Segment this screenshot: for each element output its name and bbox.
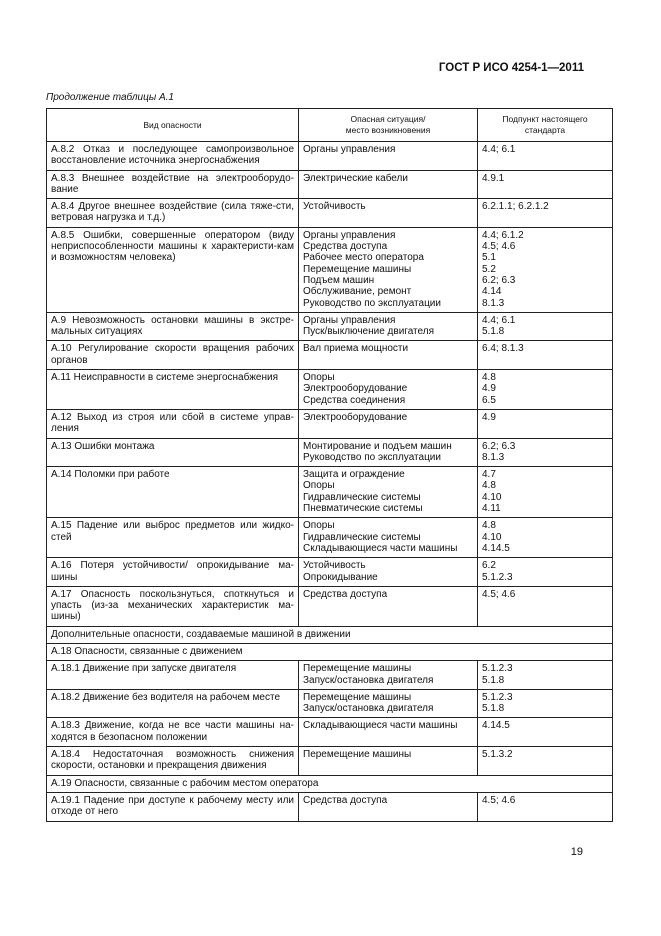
hazard-cell: А.18.1 Движение при запуске двигателя [47,661,299,690]
column-header-situation: Опасная ситуация/ место возникновения [299,109,478,142]
hazard-cell: А.9 Невозможность остановки машины в экстре-мальных ситуациях [47,312,299,341]
table-body [47,142,613,822]
situation-line: Рабочее место оператора [303,252,424,264]
hazard-cell: А.10 Регулирование скорости вращения рабочих органов [47,341,299,370]
situation-line: Электрооборудование [303,383,408,395]
hazard-cell: А.8.5 Ошибки, совершенные оператором (виду неприспособленности машины к характеристи-кам и возможностям человека) [47,227,299,312]
clause-line: 4.9 [482,411,496,423]
clause-line: 6.4; 8.1.3 [482,343,524,355]
clause-line: 4.4; 6.1.2 [482,229,524,241]
section-heading: А.19 Опасности, связанные с рабочим местом оператора [47,775,613,792]
clause-line: 4.5; 4.6 [482,588,516,600]
section-row [47,626,613,643]
clause-line: 4.5; 4.6 [482,794,516,806]
situation-line: Средства доступа [303,588,388,600]
table-row [47,312,613,341]
clause-cell [478,586,613,626]
standard-designation: ГОСТ Р ИСО 4254-1—2011 [438,62,584,74]
hazard-cell: А.18.3 Движение, когда не все части машины на-ходятся в безопасном положении [47,718,299,747]
clause-cell [478,199,613,228]
situation-line: Складывающиеся части машины [303,542,458,554]
situation-cell [299,409,478,438]
table-row [47,518,613,558]
clause-line: 8.1.3 [482,297,505,309]
table-row [47,370,613,410]
clause-line: 6.2.1.1; 6.2.1.2 [482,201,549,213]
situation-line: Органы управления [303,314,396,326]
clause-line: 4.14 [482,286,502,298]
table-row [47,227,613,312]
clause-line: 5.2 [482,263,496,275]
situation-cell [299,370,478,410]
clause-line: 4.14.5 [482,720,510,732]
situation-line: Перемещение машины [303,263,412,275]
hazard-cell: А.19.1 Падение при доступе к рабочему месту или отходе от него [47,792,299,821]
page-number: 19 [570,846,583,858]
situation-line: Руководство по эксплуатации [303,451,441,463]
clause-cell [478,409,613,438]
situation-line: Защита и ограждение [303,469,405,481]
situation-cell [299,747,478,776]
situation-line: Опоры [303,372,335,384]
situation-line: Пневматические системы [303,503,423,515]
clause-line: 4.14.5 [482,542,510,554]
clause-line: 8.1.3 [482,451,505,463]
situation-line: Пуск/выключение двигателя [303,326,435,338]
clause-line: 4.8 [482,480,496,492]
situation-line: Гидравлические системы [303,491,421,503]
clause-line: 5.1.2.3 [482,691,513,703]
hazard-cell: А.18.4 Недостаточная возможность снижения скорости, остановки и прекращения движения [47,747,299,776]
hazard-cell: А.8.3 Внешнее воздействие на электрооборудо-вание [47,170,299,199]
clause-cell [478,467,613,518]
hazard-cell: А.18.2 Движение без водителя на рабочем месте [47,689,299,718]
situation-line: Устойчивость [303,201,366,213]
table-row [47,661,613,690]
situation-line: Опоры [303,480,335,492]
clause-cell [478,227,613,312]
situation-cell [299,467,478,518]
situation-line: Перемещение машины [303,691,412,703]
clause-cell [478,170,613,199]
situation-line: Органы управления [303,229,396,241]
situation-line: Перемещение машины [303,749,412,761]
column-header-hazard: Вид опасности [47,109,299,142]
clause-cell [478,792,613,821]
hazard-cell: А.8.2 Отказ и последующее самопроизвольное восстановление источника энергоснабжения [47,142,299,171]
situation-cell [299,689,478,718]
hazard-cell: А.14 Поломки при работе [47,467,299,518]
clause-line: 4.9 [482,383,496,395]
situation-line: Опоры [303,520,335,532]
clause-line: 5.1.8 [482,703,505,715]
situation-line: Монтирование и подъем машин [303,440,452,452]
clause-line: 4.8 [482,372,496,384]
situation-line: Подъем машин [303,274,375,286]
situation-line: Перемещение машины [303,663,412,675]
table-row [47,467,613,518]
clause-cell [478,142,613,171]
situation-cell [299,518,478,558]
section-heading: А.18 Опасности, связанные с движением [47,643,613,660]
section-heading: Дополнительные опасности, создаваемые машиной в движении [47,626,613,643]
table-row [47,341,613,370]
clause-cell [478,747,613,776]
clause-cell [478,718,613,747]
situation-line: Руководство по эксплуатации [303,297,441,309]
situation-line: Запуск/остановка двигателя [303,703,434,715]
table-header-row [47,109,613,142]
clause-cell [478,438,613,467]
clause-line: 6.2; 6.3 [482,274,516,286]
table-row [47,792,613,821]
situation-line: Средства соединения [303,394,406,406]
clause-line: 6.5 [482,394,496,406]
table-row [47,689,613,718]
situation-line: Вал приема мощности [303,343,409,355]
column-header-clause: Подпункт настоящего стандарта [478,109,613,142]
situation-cell [299,558,478,587]
table-row [47,718,613,747]
situation-line: Электрические кабели [303,172,408,184]
table-caption: Продолжение таблицы А.1 [46,92,174,103]
clause-line: 5.1.8 [482,674,505,686]
clause-line: 4.7 [482,469,496,481]
situation-line: Органы управления [303,144,396,155]
hazard-cell: А.15 Падение или выброс предметов или жидко-стей [47,518,299,558]
clause-cell [478,312,613,341]
hazard-table [46,108,613,822]
table-row [47,199,613,228]
situation-cell [299,661,478,690]
clause-line: 5.1.8 [482,326,505,338]
table-row [47,558,613,587]
situation-cell [299,438,478,467]
hazard-cell: А.16 Потеря устойчивости/ опрокидывание ма-шины [47,558,299,587]
clause-cell [478,370,613,410]
hazard-cell: А.17 Опасность поскользнуться, споткнуться и упасть (из-за механических характеристик ма-шины) [47,586,299,626]
situation-cell [299,227,478,312]
situation-line: Электрооборудование [303,411,408,423]
situation-line: Средства доступа [303,241,388,253]
situation-line: Обслуживание, ремонт [303,286,412,298]
clause-line: 5.1.3.2 [482,749,513,761]
situation-cell [299,792,478,821]
situation-cell [299,199,478,228]
table-row [47,747,613,776]
table-row [47,586,613,626]
section-row [47,775,613,792]
clause-line: 4.11 [482,503,501,515]
clause-cell [478,558,613,587]
situation-cell [299,341,478,370]
clause-cell [478,341,613,370]
clause-cell [478,661,613,690]
clause-line: 4.4; 6.1 [482,314,516,326]
clause-line: 5.1.2.3 [482,663,513,675]
situation-line: Устойчивость [303,560,366,572]
clause-cell [478,518,613,558]
hazard-cell: А.8.4 Другое внешнее воздействие (сила тяже-сти, ветровая нагрузка и т.д.) [47,199,299,228]
situation-cell [299,170,478,199]
situation-line: Средства доступа [303,794,388,806]
clause-cell [478,689,613,718]
clause-line: 4.10 [482,491,502,503]
hazard-cell: А.12 Выход из строя или сбой в системе управ-ления [47,409,299,438]
situation-line: Гидравлические системы [303,531,421,543]
table-row [47,409,613,438]
situation-cell [299,312,478,341]
table-row [47,142,613,171]
clause-line: 4.10 [482,531,502,543]
situation-line: Опрокидывание [303,571,378,583]
table-row [47,438,613,467]
situation-line: Запуск/остановка двигателя [303,674,434,686]
hazard-cell: А.13 Ошибки монтажа [47,438,299,467]
clause-line: 5.1 [482,252,496,264]
situation-cell [299,586,478,626]
situation-cell [299,142,478,171]
clause-line: 6.2; 6.3 [482,440,516,452]
clause-line: 4.5; 4.6 [482,241,516,253]
clause-line: 4.8 [482,520,496,532]
situation-cell [299,718,478,747]
situation-line: Складывающиеся части машины [303,720,458,732]
table-row [47,170,613,199]
clause-line: 6.2 [482,560,496,572]
hazard-cell: А.11 Неисправности в системе энергоснабжения [47,370,299,410]
clause-line: 5.1.2.3 [482,571,513,583]
section-row [47,643,613,660]
clause-line: 4.4; 6.1 [482,144,516,155]
clause-line: 4.9.1 [482,172,505,184]
